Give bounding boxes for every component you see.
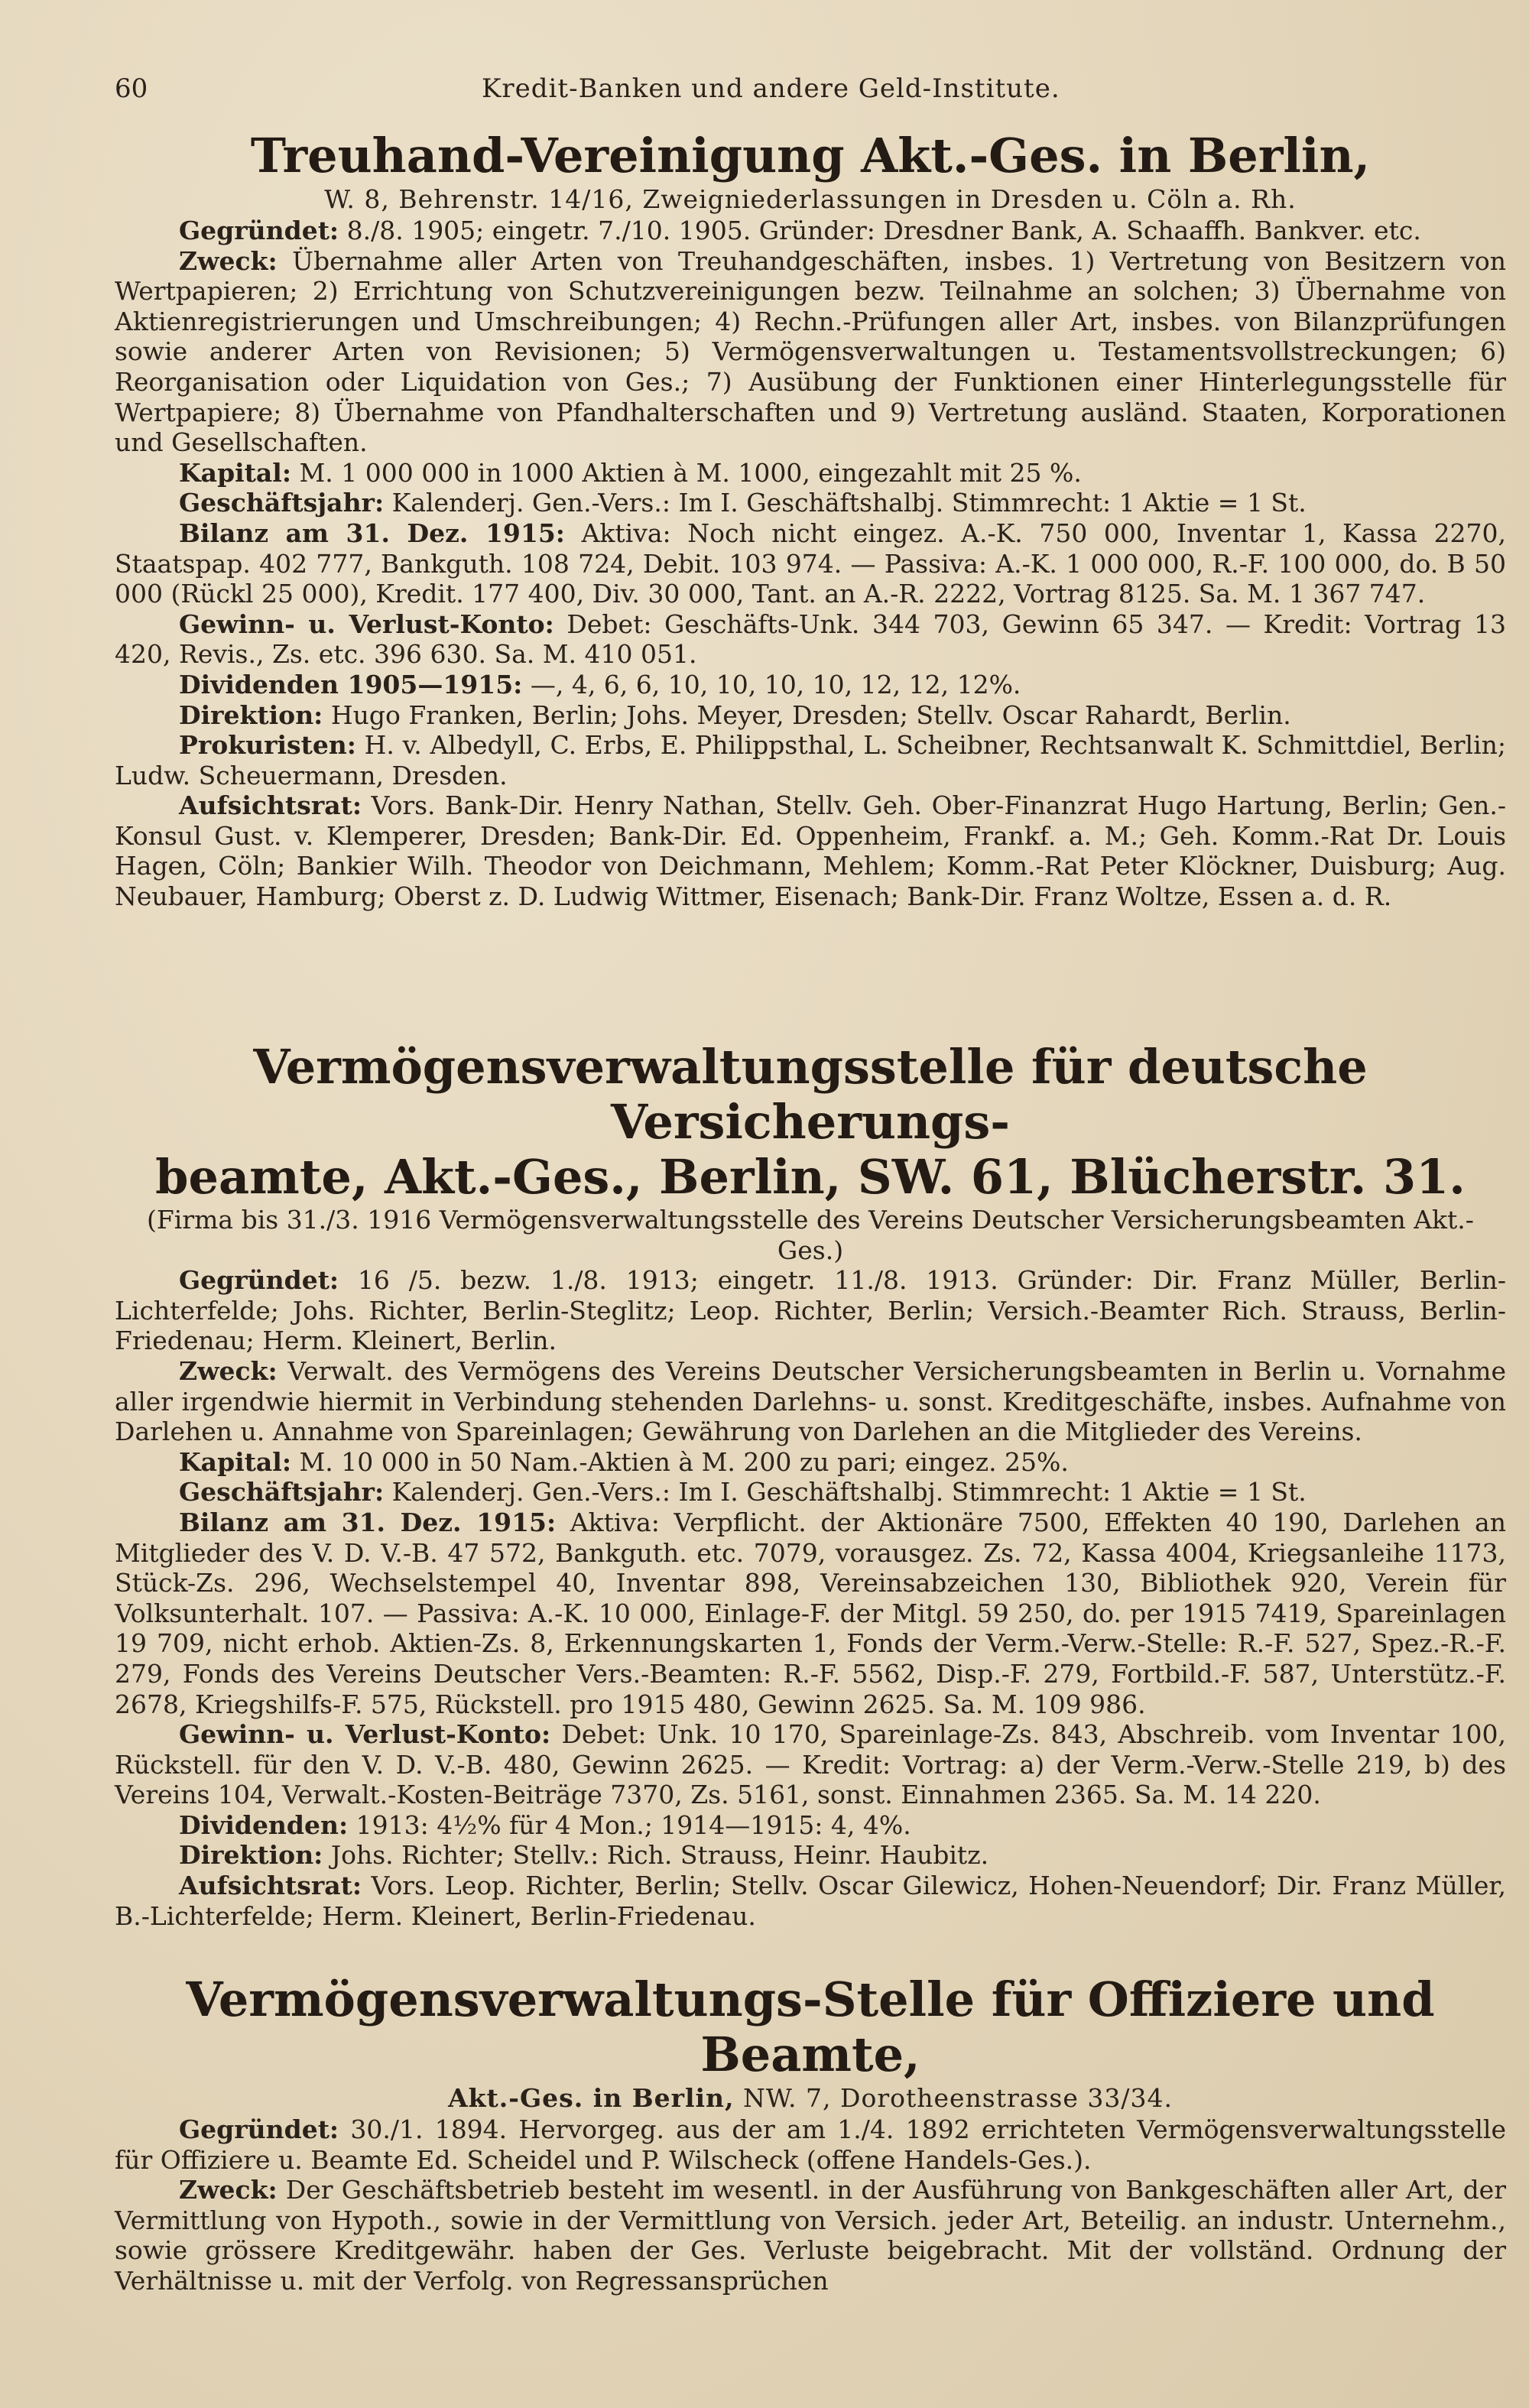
entry-address: W. 8, Behrenstr. 14/16, Zweigniederlassungen in Dresden u. Cöln a. Rh. bbox=[324, 184, 1297, 214]
entry-title: Vermögensverwaltungs-Stelle für Offiziere und Beamte, bbox=[186, 1972, 1435, 2082]
para-dividenden: Dividenden 1905—1915: —, 4, 6, 6, 10, 10, 10, 10, 12, 12, 12%. bbox=[179, 669, 1021, 699]
para-prokuristen: Prokuristen: H. v. Albedyll, C. Erbs, E. Philippsthal, L. Scheibner, Rechtsanwalt K. Schmittdiel, Berlin; Ludw. Scheuermann, Dresden. bbox=[115, 730, 1506, 790]
entry-title-line1: Vermögensverwaltungsstelle für deutsche Versicherungs- bbox=[253, 1039, 1368, 1150]
para-gegruendet: Gegründet: 8./8. 1905; eingetr. 7./10. 1905. Gründer: Dresdner Bank, A. Schaaffh. Bankver. etc. bbox=[179, 216, 1421, 245]
running-head: Kredit-Banken und andere Geld-Institute. bbox=[482, 73, 1060, 104]
entry-title-line2: beamte, Akt.-Ges., Berlin, SW. 61, Blücherstr. 31. bbox=[155, 1149, 1466, 1205]
para-direktion: Direktion: Hugo Franken, Berlin; Johs. Meyer, Dresden; Stellv. Oscar Rahardt, Berlin. bbox=[179, 699, 1291, 730]
para-zweck: Zweck: Der Geschäftsbetrieb besteht im wesentl. in der Ausführung von Bankgeschäften aller Art, der Vermittlung von Hypoth., sowie in der Vermittlung von Versich. jeder Art, Beteilig. an industr. Unternehm., sowie grössere Kreditgewähr. haben der Ges. Verluste beigebracht. Mit der vollständ. Ordnung der Verhältnisse u. mit der Verfolg. von Regressansprüchen bbox=[115, 2175, 1506, 2296]
para-zweck: Zweck: Übernahme aller Arten von Treuhandgeschäften, insbes. 1) Vertretung von Besitzern von Wertpapieren; 2) Errichtung von Schutzvereinigungen bezw. Teilnahme an solchen; 3) Übernahme von Aktienregistrierungen und Umschreibungen; 4) Rechn.-Prüfungen aller Art, insbes. von Bilanzprüfungen sowie anderer Arten von Revisionen; 5) Vermögensverwaltungen u. Testamentsvollstreckungen; 6) Reorganisation oder Liquidation von Ges.; 7) Ausübung der Funktionen einer Hinterlegungsstelle für Wertpapiere; 8) Übernahme von Pfandhalterschaften und 9) Vertretung ausländ. Staaten, Korporationen und Gesellschaften. bbox=[115, 245, 1506, 458]
para-kapital: Kapital: M. 1 000 000 in 1000 Aktien à M. 1000, eingezahlt mit 25 %. bbox=[179, 457, 1082, 488]
para-gewinn-verlust: Gewinn- u. Verlust-Konto: Debet: Unk. 10 170, Spareinlage-Zs. 843, Abschreib. vom Inventar 100, Rückstell. für den V. D. V.-B. 480, Gewinn 2625. — Kredit: Vortrag: a) der Verm.-Verw.-Stelle 219, b) des Vereins 104, Verwalt.-Kosten-Beiträge 7370, Zs. 5161, sonst. Einnahmen 2365. Sa. M. 14 220. bbox=[115, 1719, 1506, 1810]
para-gegruendet: Gegründet: 16 /5. bezw. 1./8. 1913; eingetr. 11./8. 1913. Gründer: Dir. Franz Müller, Berlin-Lichterfelde; Johs. Richter, Berlin-Steglitz; Leop. Richter, Berlin; Versich.-Beamter Rich. Strauss, Berlin-Friedenau; Herm. Kleinert, Berlin. bbox=[115, 1265, 1506, 1356]
page-number: 60 bbox=[115, 73, 148, 104]
para-gewinn-verlust: Gewinn- u. Verlust-Konto: Debet: Geschäfts-Unk. 344 703, Gewinn 65 347. — Kredit: Vortrag 13 420, Revis., Zs. etc. 396 630. Sa. M. 410 051. bbox=[115, 608, 1506, 670]
para-gegruendet: Gegründet: 30./1. 1894. Hervorgeg. aus der am 1./4. 1892 errichteten Vermögensverwaltungsstelle für Offiziere u. Beamte Ed. Scheidel und P. Wilscheck (offene Handels-Ges.). bbox=[115, 2114, 1506, 2175]
para-zweck: Zweck: Verwalt. des Vermögens des Vereins Deutscher Versicherungsbeamten in Berlin u. Vornahme aller irgendwie hiermit in Verbindung stehenden Darlehns- u. sonst. Kreditgeschäfte, insbes. Aufnahme von Darlehen u. Annahme von Spareinlagen; Gewährung von Darlehen an die Mitglieder des Vereins. bbox=[115, 1355, 1506, 1447]
para-aufsichtsrat: Aufsichtsrat: Vors. Bank-Dir. Henry Nathan, Stellv. Geh. Ober-Finanzrat Hugo Hartung, Berlin; Gen.-Konsul Gust. v. Klemperer, Dresden; Bank-Dir. Ed. Oppenheim, Frankf. a. M.; Geh. Komm.-Rat Dr. Louis Hagen, Cöln; Bankier Wilh. Theodor von Deichmann, Mehlem; Komm.-Rat Peter Klöckner, Duisburg; Aug. Neubauer, Hamburg; Oberst z. D. Ludwig Wittmer, Eisenach; Bank-Dir. Franz Woltze, Essen a. d. R. bbox=[115, 790, 1506, 912]
para-kapital: Kapital: M. 10 000 in 50 Nam.-Aktien à M. 200 zu pari; eingez. 25%. bbox=[179, 1446, 1069, 1477]
entry-title: Treuhand-Vereinigung Akt.-Ges. in Berlin, bbox=[250, 128, 1371, 183]
para-geschaeftsjahr: Geschäftsjahr: Kalenderj. Gen.-Vers.: Im I. Geschäftshalbj. Stimmrecht: 1 Aktie = 1 St. bbox=[179, 1477, 1307, 1507]
para-direktion: Direktion: Johs. Richter; Stellv.: Rich. Strauss, Heinr. Haubitz. bbox=[179, 1840, 989, 1871]
entry-treuhand-vereinigung bbox=[115, 128, 1506, 912]
para-geschaeftsjahr: Geschäftsjahr: Kalenderj. Gen.-Vers.: Im I. Geschäftshalbj. Stimmrecht: 1 Aktie = 1 St. bbox=[179, 488, 1307, 518]
entry-vermoegensverwaltungs-stelle-offiziere bbox=[115, 1972, 1506, 2296]
entry-address: Akt.-Ges. in Berlin, NW. 7, Dorotheenstrasse 33/34. bbox=[448, 2083, 1173, 2113]
para-bilanz: Bilanz am 31. Dez. 1915: Aktiva: Verpflicht. der Aktionäre 7500, Effekten 40 190, Darlehen an Mitglieder des V. D. V.-B. 47 572, Bankguth. etc. 7079, vorausgez. Zs. 72, Kassa 4004, Kriegsanleihe 1173, Stück-Zs. 296, Wechselstempel 40, Inventar 898, Vereinsabzeichen 130, Bibliothek 920, Verein für Volksunterhalt. 107. — Passiva: A.-K. 10 000, Einlage-F. der Mitgl. 59 250, do. per 1915 7419, Spareinlagen 19 709, nicht erhob. Aktien-Zs. 8, Erkennungskarten 1, Fonds der Verm.-Verw.-Stelle: R.-F. 527, Spez.-R.-F. 279, Fonds des Vereins Deutscher Vers.-Beamten: R.-F. 5562, Disp.-F. 279, Fortbild.-F. 587, Unterstütz.-F. 2678, Kriegshilfs-F. 575, Rückstell. pro 1915 480, Gewinn 2625. Sa. M. 109 986. bbox=[115, 1507, 1506, 1719]
para-aufsichtsrat: Aufsichtsrat: Vors. Leop. Richter, Berlin; Stellv. Oscar Gilewicz, Hohen-Neuendorf; Dir. Franz Müller, B.-Lichterfelde; Herm. Kleinert, Berlin-Friedenau. bbox=[115, 1871, 1506, 1931]
entry-firma-note: (Firma bis 31./3. 1916 Vermögensverwaltungsstelle des Vereins Deutscher Versicherungsbeamten Akt.-Ges.) bbox=[147, 1205, 1474, 1265]
page-header bbox=[115, 73, 1506, 107]
entry-vermoegensverwaltungsstelle-versicherungsbeamte bbox=[115, 1040, 1506, 1931]
para-dividenden: Dividenden: 1913: 4½% für 4 Mon.; 1914—1915: 4, 4%. bbox=[179, 1809, 911, 1840]
para-bilanz: Bilanz am 31. Dez. 1915: Aktiva: Noch nicht eingez. A.-K. 750 000, Inventar 1, Kassa 2270, Staatspap. 402 777, Bankguth. 108 724, Debit. 103 974. — Passiva: A.-K. 1 000 000, R.-F. 100 000, do. B 50 000 (Rückl 25 000), Kredit. 177 400, Div. 30 000, Tant. an A.-R. 2222, Vortrag 8125. Sa. M. 1 367 747. bbox=[115, 518, 1506, 609]
